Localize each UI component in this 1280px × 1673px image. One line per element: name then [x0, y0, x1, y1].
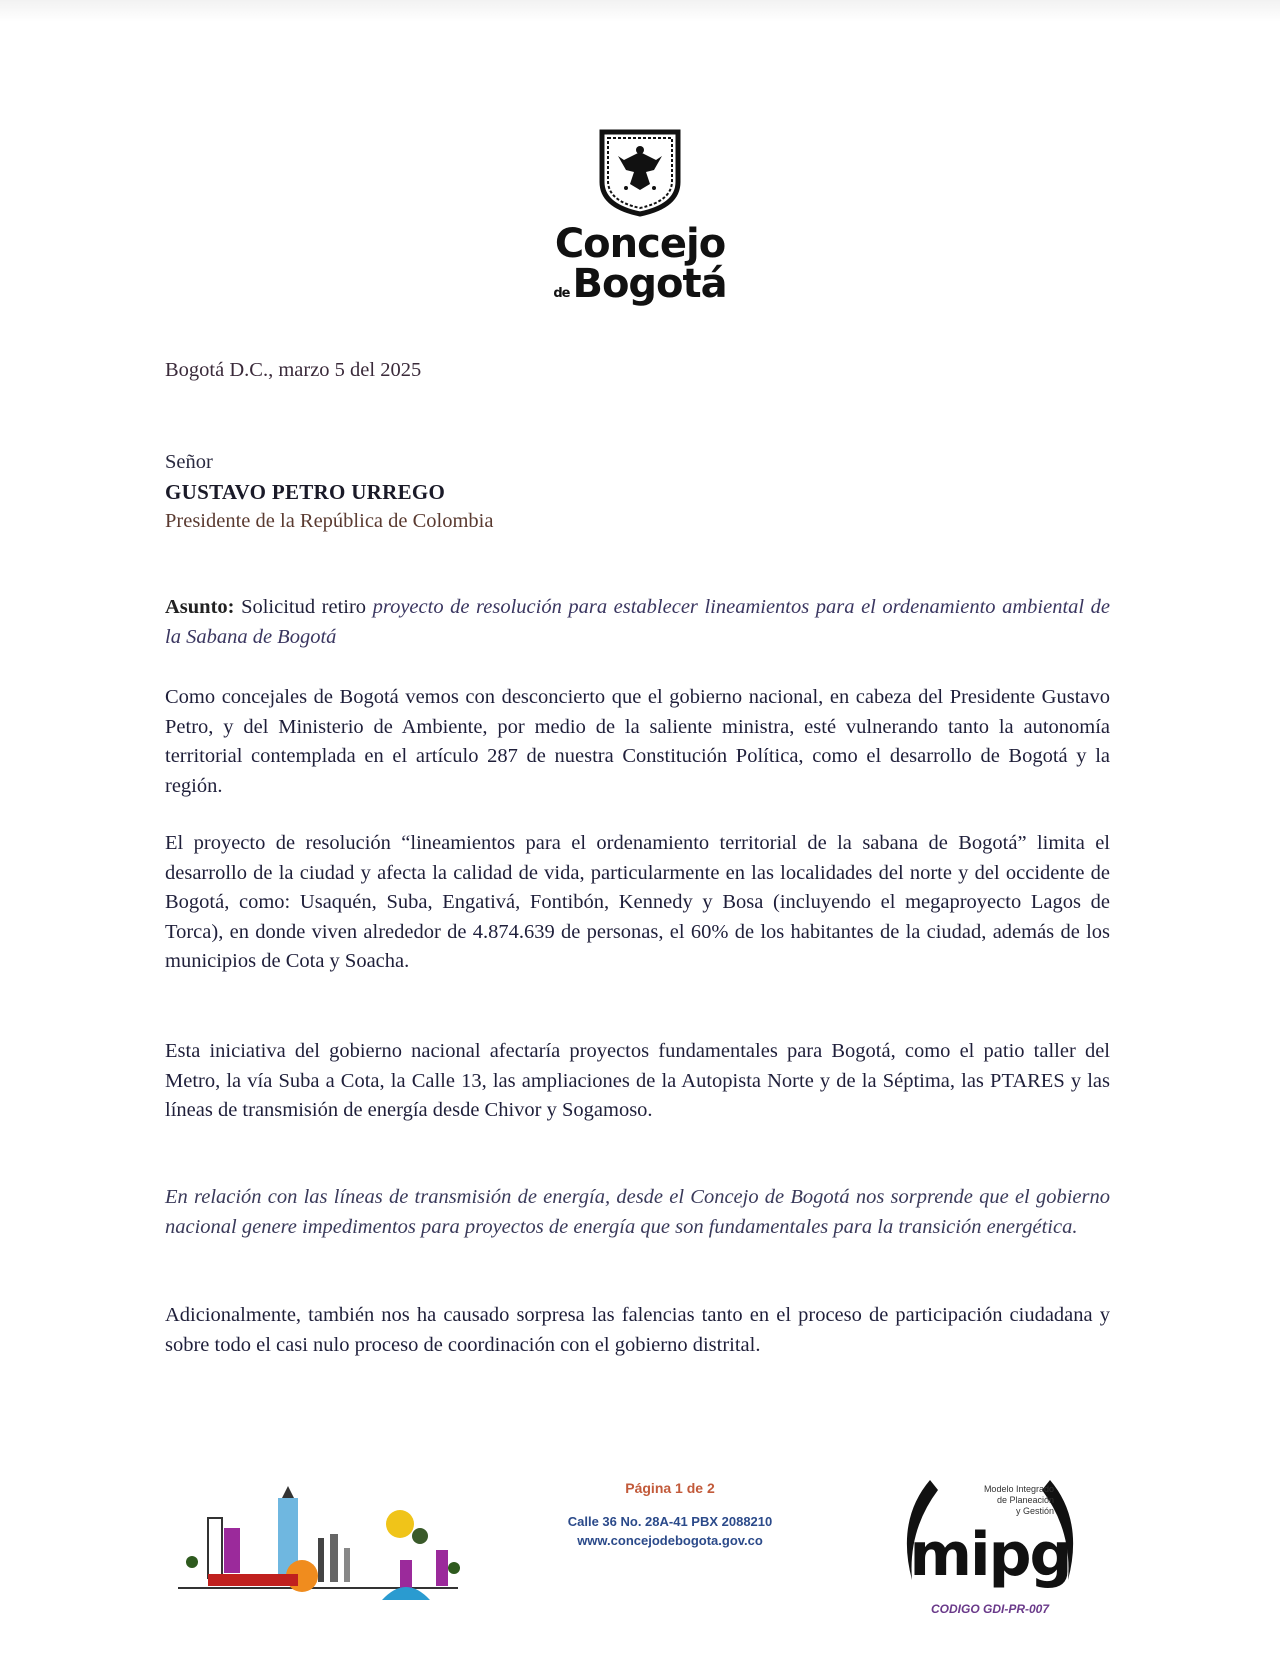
- mipg-caption: [934, 1484, 1054, 1517]
- mipg-caption-line-2: de Planeación: [996, 1495, 1054, 1505]
- recipient-title: Presidente de la República de Colombia: [165, 510, 494, 532]
- footer-website[interactable]: www.concejodebogota.gov.co: [577, 1533, 763, 1548]
- logo-text-de: de: [553, 286, 570, 301]
- recipient-block: [165, 448, 1110, 537]
- coat-of-arms-icon: [596, 126, 684, 218]
- logo-text-concejo: Concejo: [554, 221, 726, 267]
- city-skyline-illustration: [168, 1478, 468, 1608]
- subject-line: [165, 593, 1110, 652]
- body-paragraph-4: En relación con las líneas de transmisión de energía, desde el Concejo de Bogotá nos sorprende que el gobierno nacional genere impedimentos para proyectos de energía que son fundamentales para la transición energética.: [165, 1186, 1110, 1238]
- logo-text-bogota-word: Bogotá: [572, 261, 727, 307]
- body-paragraph-2: El proyecto de resolución “lineamientos para el ordenamiento territorial de la sabana de Bogotá” limita el desarrollo de la ciudad y afecta la calidad de vida, particularmente en las localidades del norte y del occidente de Bogotá, como: Usaquén, Suba, Engativá, Fontibón, Kennedy y Bosa (incluyendo el megaproyecto Lagos de Torca), en donde viven alrededor de 4.874.639 de personas, el 60% de los habitantes de la ciudad, además de los municipios de Cota y Soacha.: [165, 832, 1110, 972]
- mipg-caption-line-1: Modelo Integrado: [983, 1484, 1054, 1494]
- page-number: Página 1 de 2: [625, 1480, 715, 1496]
- body-paragraph-1: Como concejales de Bogotá vemos con desconcierto que el gobierno nacional, en cabeza del Presidente Gustavo Petro, y del Ministerio de Ambiente, por medio de la saliente ministra, esté vulnerando tanto la autonomía territorial contemplada en el artículo 287 de nuestra Constitución Política, como el desarrollo de Bogotá y la región.: [165, 686, 1110, 797]
- footer-address: [520, 1512, 820, 1550]
- letter-date: Bogotá D.C., marzo 5 del 2025: [165, 359, 422, 381]
- mipg-logo: [890, 1470, 1090, 1620]
- footer-info: [520, 1480, 820, 1550]
- subject-italic-text: proyecto de resolución para establecer lineamientos para el ordenamiento ambiental de la Sabana de Bogotá: [165, 596, 1110, 648]
- document-code: CODIGO GDI-PR-007: [930, 1602, 1050, 1616]
- logo-text-bogota: [553, 261, 727, 307]
- subject-label: Asunto:: [165, 596, 235, 618]
- subject-text: Solicitud retiro: [241, 596, 373, 618]
- mipg-wordmark: mipg: [909, 1520, 1071, 1590]
- recipient-name: GUSTAVO PETRO URREGO: [165, 479, 446, 504]
- mipg-caption-line-3: y Gestión: [1015, 1506, 1054, 1516]
- body-paragraph-3: Esta iniciativa del gobierno nacional afectaría proyectos fundamentales para Bogotá, como el patio taller del Metro, la vía Suba a Cota, la Calle 13, las ampliaciones de la Autopista Norte y de la Séptima, las PTARES y las líneas de transmisión de energía desde Chivor y Sogamoso.: [165, 1040, 1110, 1121]
- concejo-bogota-logo: [548, 126, 732, 316]
- footer-street-address: Calle 36 No. 28A-41 PBX 2088210: [567, 1514, 773, 1529]
- body-paragraph-5: Adicionalmente, también nos ha causado sorpresa las falencias tanto en el proceso de participación ciudadana y sobre todo el casi nulo proceso de coordinación con el gobierno distrital.: [165, 1304, 1110, 1356]
- recipient-salutation: Señor: [165, 451, 213, 473]
